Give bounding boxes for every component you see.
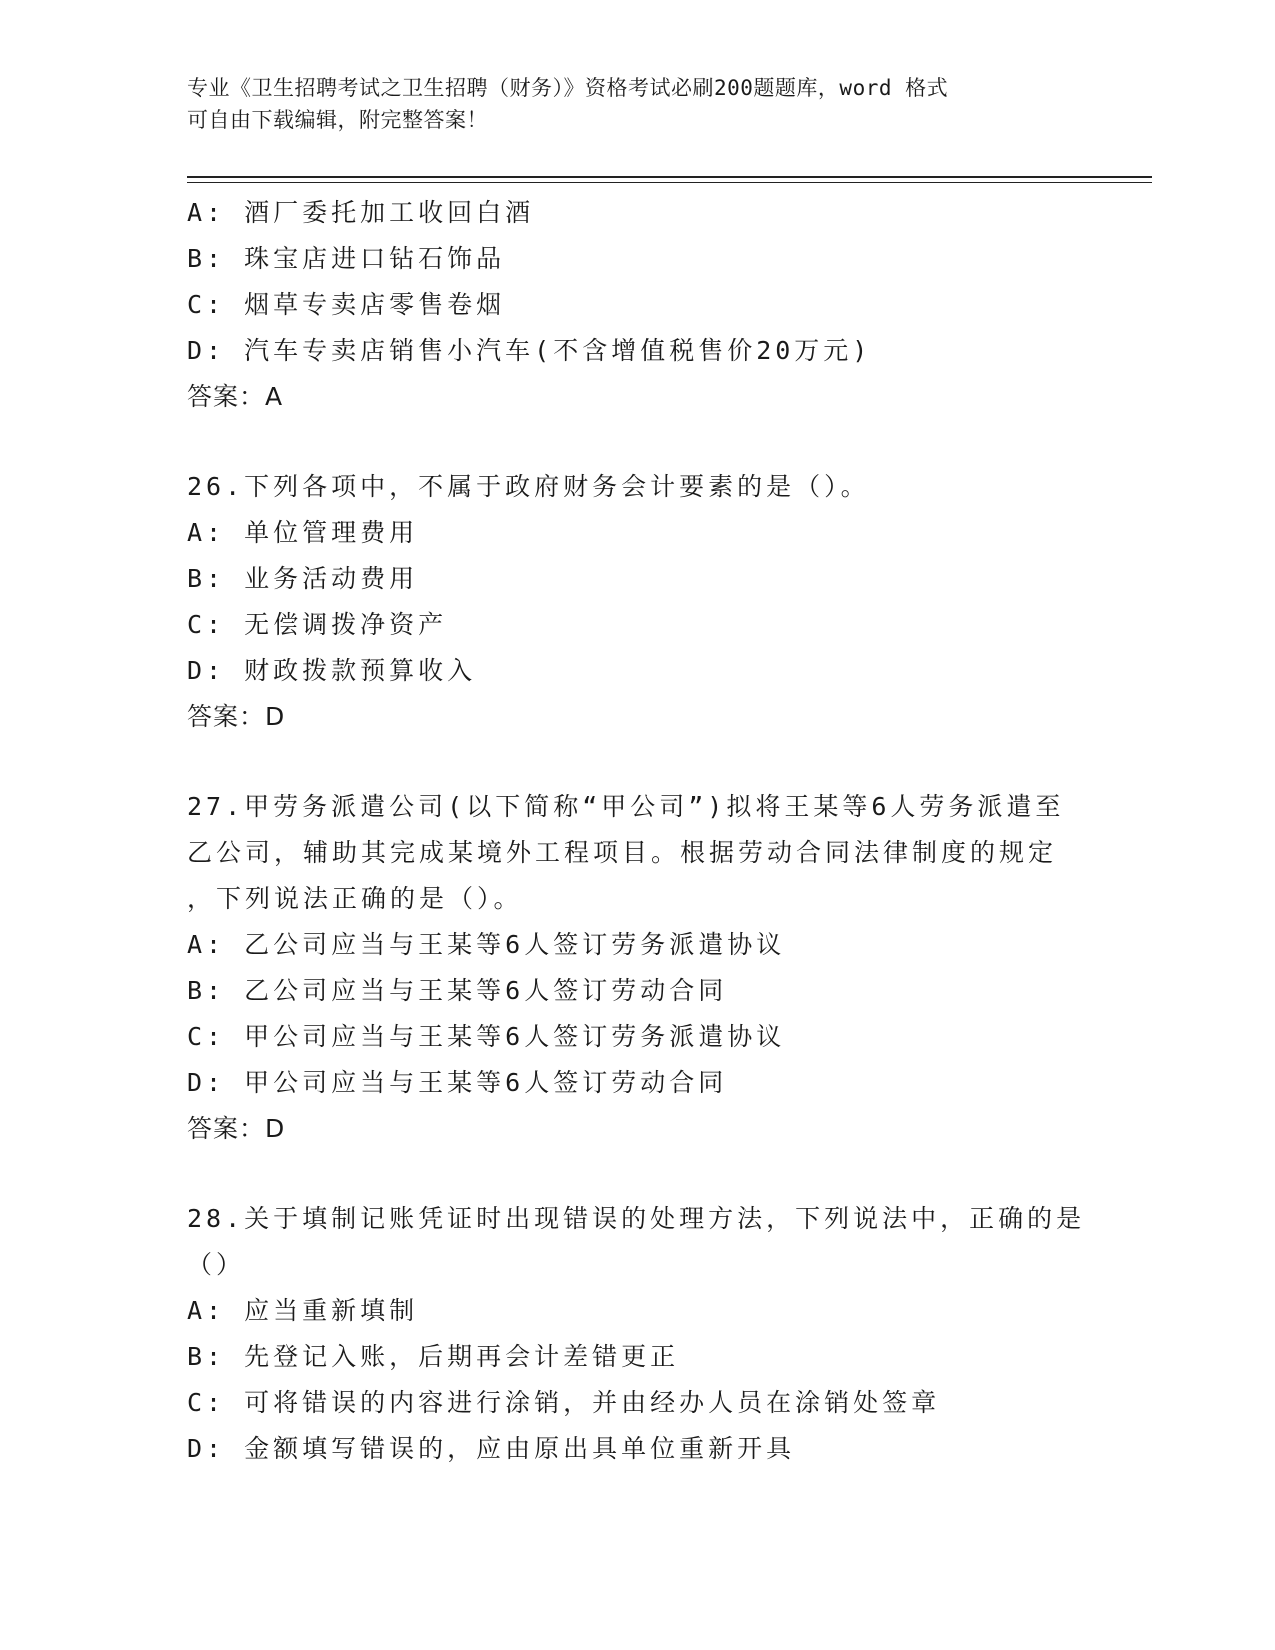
question-stem-line-2: （） bbox=[187, 1250, 246, 1279]
option-c: C: 可将错误的内容进行涂销，并由经办人员在涂销处签章 bbox=[187, 1388, 941, 1417]
option-c: C: 无偿调拨净资产 bbox=[187, 610, 448, 639]
spacer bbox=[187, 1152, 1087, 1196]
header-divider-thin bbox=[187, 182, 1152, 183]
option-d: D: 财政拨款预算收入 bbox=[187, 656, 477, 685]
question-28 bbox=[187, 1196, 1087, 1472]
question-list bbox=[187, 190, 1087, 1472]
question-stem: 26.下列各项中，不属于政府财务会计要素的是（）。 bbox=[187, 472, 870, 501]
header-line-2: 可自由下载编辑，附完整答案！ bbox=[187, 108, 488, 132]
document-header bbox=[187, 72, 1087, 136]
question-26 bbox=[187, 464, 1087, 740]
question-27 bbox=[187, 784, 1087, 1152]
option-b: B: 乙公司应当与王某等6人签订劳动合同 bbox=[187, 976, 728, 1005]
question-25 bbox=[187, 190, 1087, 420]
spacer bbox=[187, 740, 1087, 784]
answer-line: 答案：D bbox=[187, 1114, 286, 1143]
option-c: C: 烟草专卖店零售卷烟 bbox=[187, 290, 506, 319]
option-b: B: 业务活动费用 bbox=[187, 564, 419, 593]
option-d: D: 甲公司应当与王某等6人签订劳动合同 bbox=[187, 1068, 728, 1097]
question-stem-line-2: 乙公司，辅助其完成某境外工程项目。根据劳动合同法律制度的规定 bbox=[187, 838, 1058, 867]
option-d: D: 汽车专卖店销售小汽车(不含增值税售价20万元) bbox=[187, 336, 872, 365]
option-d: D: 金额填写错误的，应由原出具单位重新开具 bbox=[187, 1434, 796, 1463]
question-stem-line-1: 28.关于填制记账凭证时出现错误的处理方法，下列说法中，正确的是 bbox=[187, 1204, 1086, 1233]
option-a: A: 单位管理费用 bbox=[187, 518, 419, 547]
answer-line: 答案：A bbox=[187, 382, 284, 411]
option-c: C: 甲公司应当与王某等6人签订劳务派遣协议 bbox=[187, 1022, 786, 1051]
spacer bbox=[187, 420, 1087, 464]
option-b: B: 珠宝店进口钻石饰品 bbox=[187, 244, 506, 273]
option-a: A: 乙公司应当与王某等6人签订劳务派遣协议 bbox=[187, 930, 786, 959]
option-a: A: 应当重新填制 bbox=[187, 1296, 419, 1325]
answer-line: 答案：D bbox=[187, 702, 286, 731]
option-b: B: 先登记入账，后期再会计差错更正 bbox=[187, 1342, 680, 1371]
header-line-1: 专业《卫生招聘考试之卫生招聘（财务）》资格考试必刷200题题库，word 格式 bbox=[187, 76, 949, 100]
option-a: A: 酒厂委托加工收回白酒 bbox=[187, 198, 535, 227]
question-stem-line-3: ，下列说法正确的是（）。 bbox=[187, 884, 523, 913]
header-divider-thick bbox=[187, 176, 1152, 178]
question-stem-line-1: 27.甲劳务派遣公司(以下简称“甲公司”)拟将王某等6人劳务派遣至 bbox=[187, 792, 1065, 821]
